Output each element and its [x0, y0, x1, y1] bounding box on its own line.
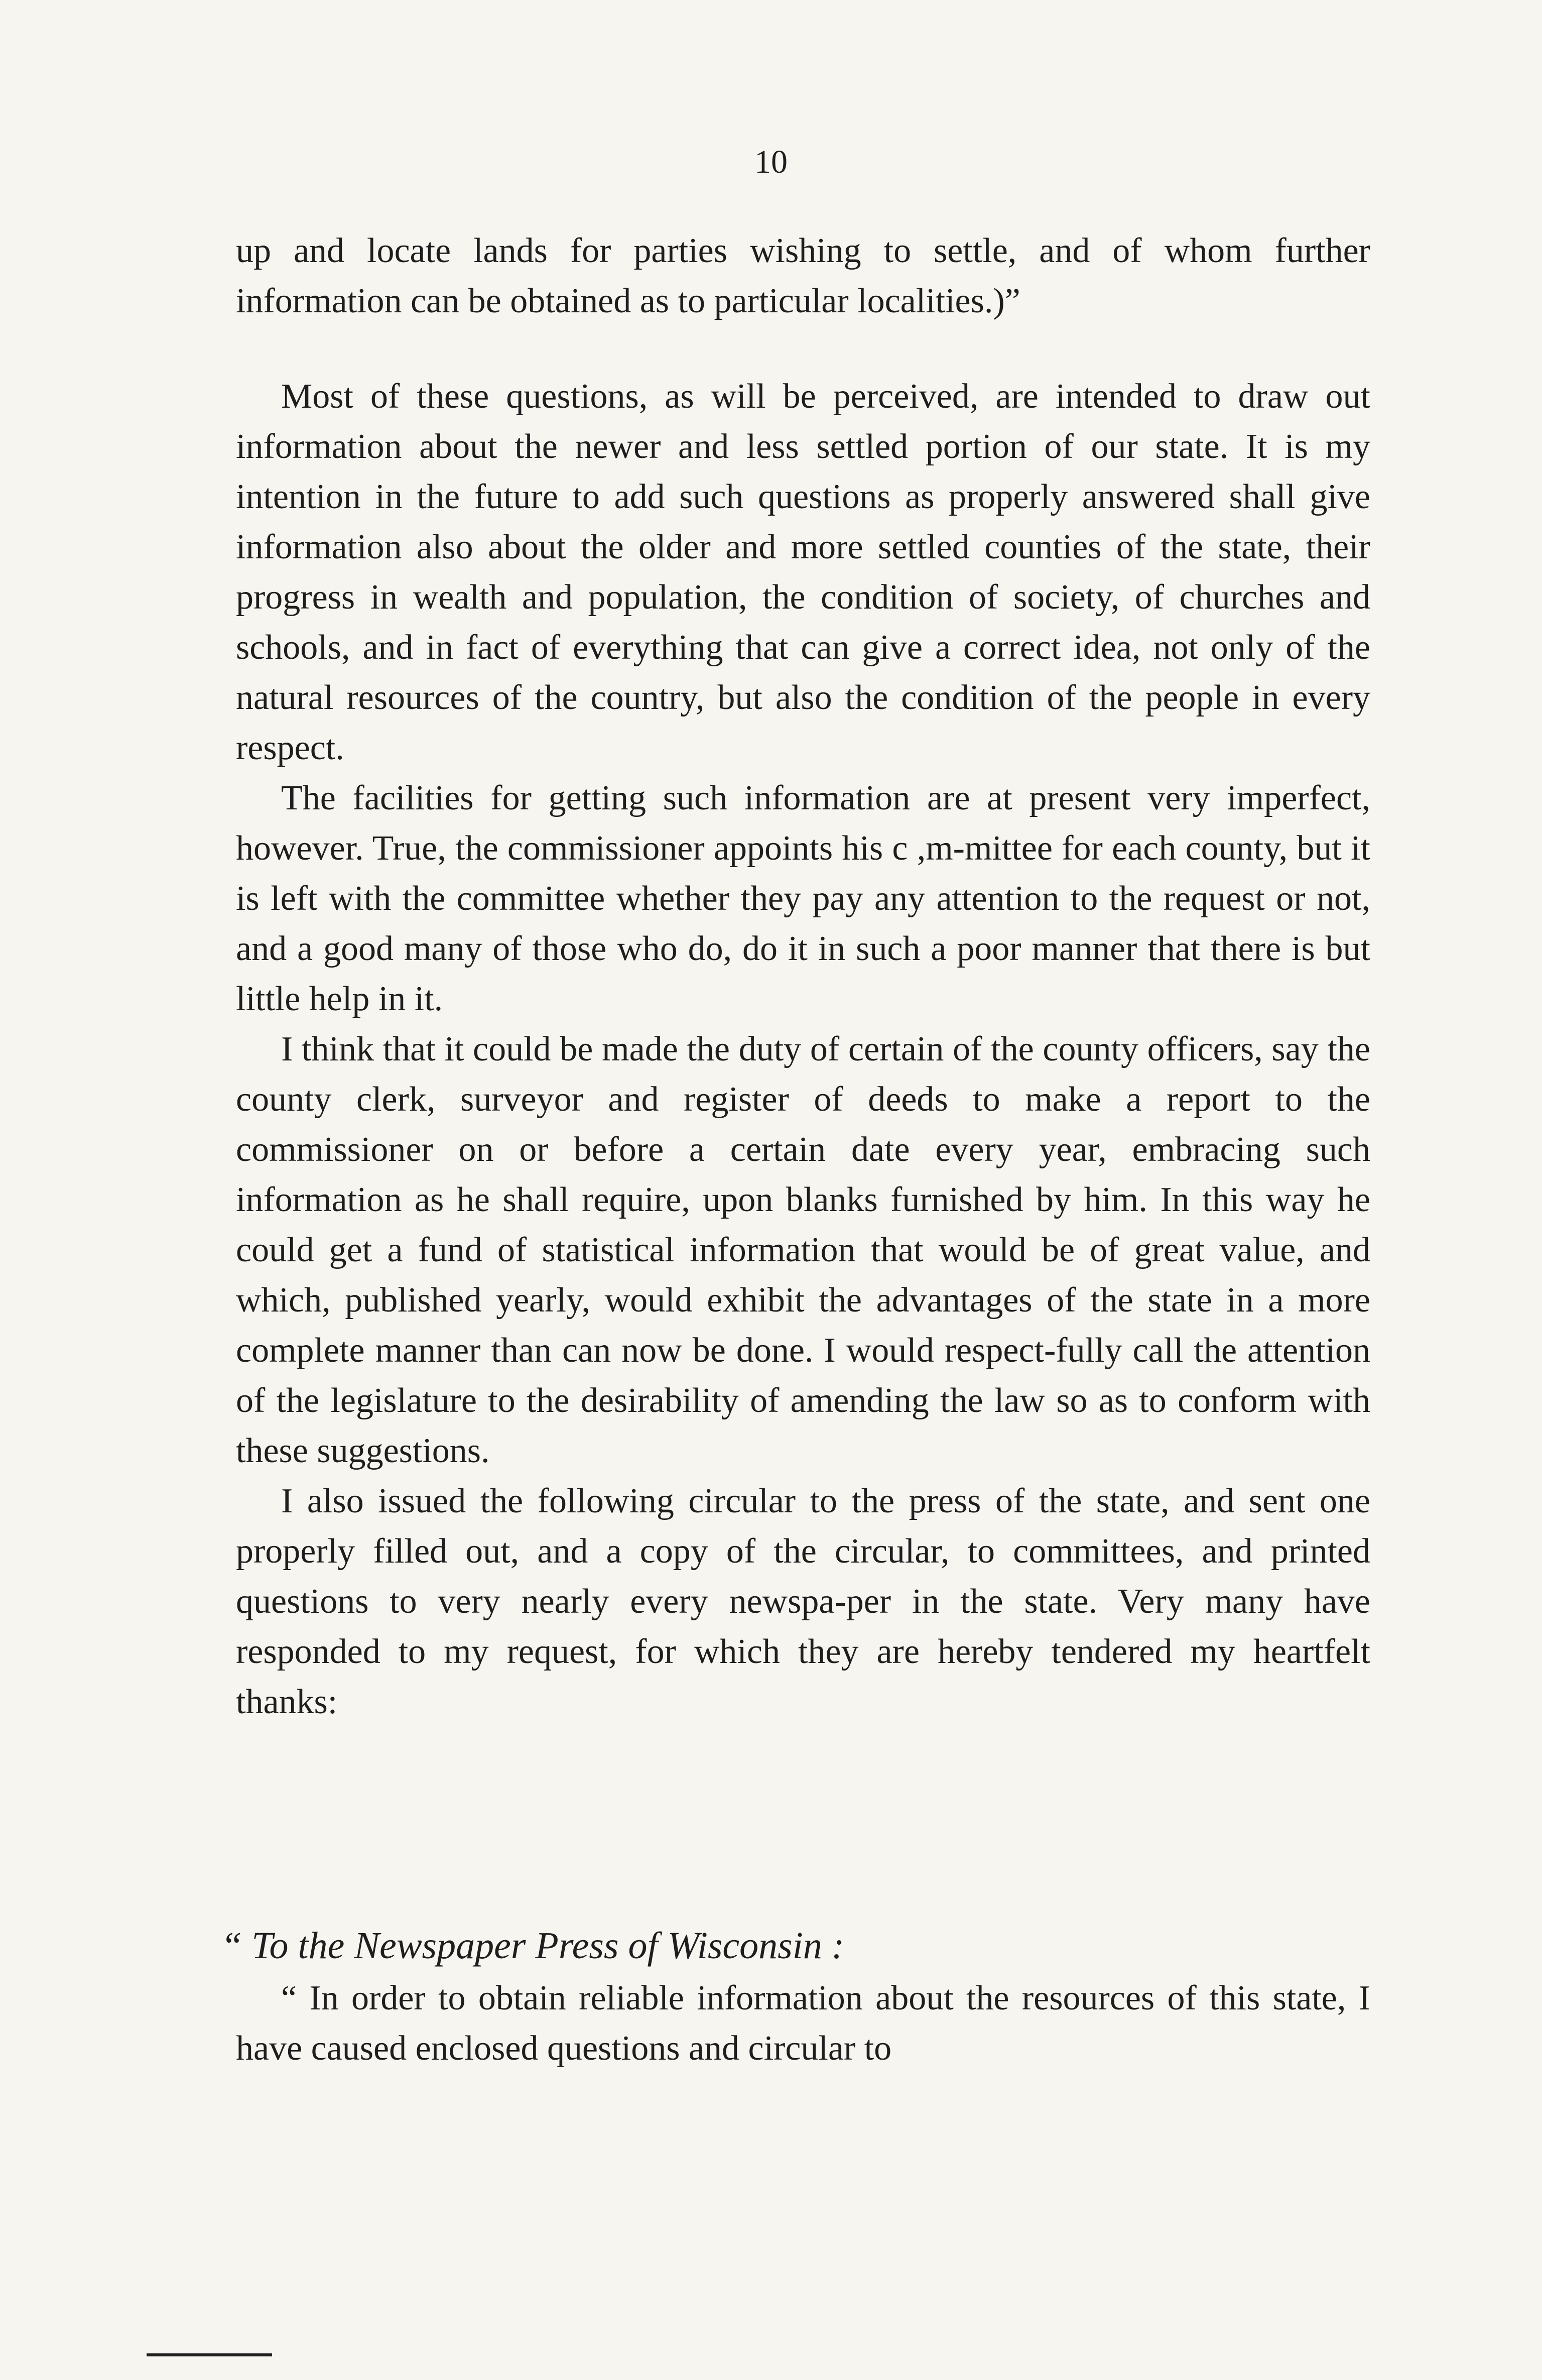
circular-text-block — [236, 1973, 1370, 2074]
continuation-paragraph: up and locate lands for parties wishing to settle, and of whom further information can be obtained as to particular localities.)” — [236, 231, 1370, 320]
circular-opening-paragraph: “ In order to obtain reliable information about the resources of this state, I have caused enclosed questions and circular to — [236, 1979, 1370, 2068]
body-text-block — [236, 372, 1370, 1727]
paragraph-circular-issued: I also issued the following circular to the press of the state, and sent one properly filled out, and a copy of the circular, to committees, and printed questions to very nearly every newspa-per in the state. Very many have responded to my request, for which they are hereby tendered my heartfelt thanks: — [236, 1482, 1370, 1721]
circular-salutation: “ To the Newspaper Press of Wisconsin : — [221, 1925, 845, 1967]
paragraph-county-officers: I think that it could be made the duty of certain of the county officers, say the county clerk, surveyor and register of deeds to make a report to the commissioner on or before a certain date every year, embracing such information as he shall require, upon blanks furnished by him. In this way he could get a fund of statistical information that would be of great value, and which, published yearly, would exhibit the advantages of the state in a more complete manner than can now be done. I would respect-fully call the attention of the legislature to the desirability of amending the law so as to conform with these suggestions. — [236, 1030, 1370, 1470]
page-number: 10 — [754, 144, 788, 180]
paragraph-facilities: The facilities for getting such information are at present very imperfect, however. True, the commissioner appoints his c ,m-mittee for each county, but it is left with the committee whether they pay any attention to the request or not, and a good many of those who do, do it in such a poor manner that there is but little help in it. — [236, 779, 1370, 1018]
continuation-text-block — [236, 226, 1370, 326]
footer-rule — [147, 2353, 272, 2356]
paragraph-questions-intent: Most of these questions, as will be perceived, are intended to draw out information about the newer and less settled portion of our state. It is my intention in the future to add such questions as properly answered shall give information also about the older and more settled counties of the state, their progress in wealth and population, the condition of society, of churches and schools, and in fact of everything that can give a correct idea, not only of the natural resources of the country, but also the condition of the people in every respect. — [236, 377, 1370, 767]
